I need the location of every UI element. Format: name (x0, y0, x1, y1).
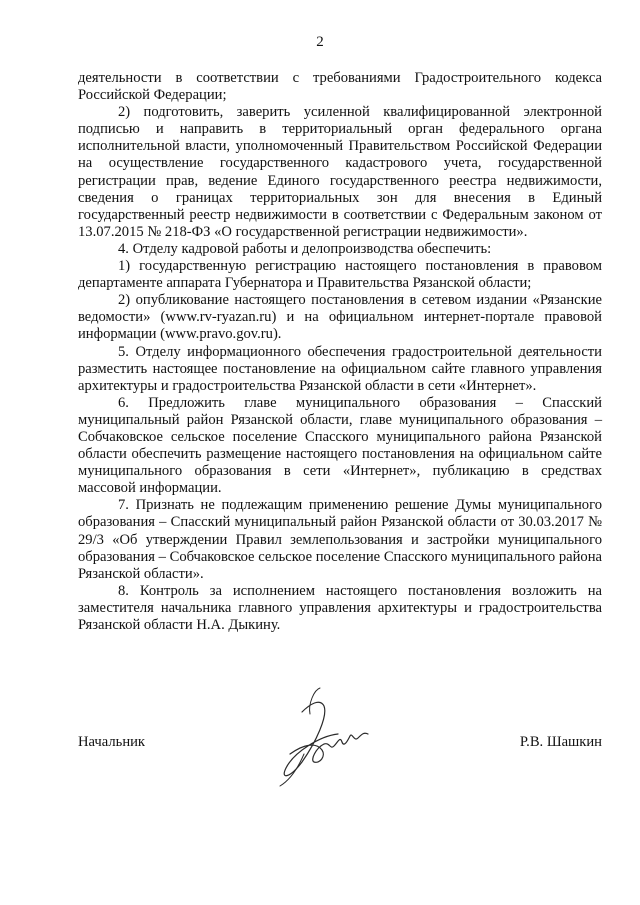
paragraph-section-4-item-1: 1) государственную регистрацию настоящего постановления в правовом департаменте аппарата Губернатора и Правительства Рязанской области; (78, 258, 602, 292)
signature-block (0, 734, 640, 814)
paragraph-section-4-item-2: 2) опубликование настоящего постановления в сетевом издании «Рязанские ведомости» (www.rv-ryazan.ru) и на официальном интернет-портале правовой информации (www.pravo.gov.ru). (78, 292, 602, 343)
paragraph-section-5: 5. Отделу информационного обеспечения градостроительной деятельности разместить настоящее постановление на официальном сайте главного управления архитектуры и градостроительства Рязанской области в сети «Интернет». (78, 343, 602, 394)
page-number: 2 (316, 34, 324, 50)
paragraph-item-2: 2) подготовить, заверить усиленной квалифицированной электронной подписью и направить в территориальный орган федерального органа исполнительной власти, уполномоченный Правительством Российской Федерации на осуществление государственного кадастрового учета, государственной регистрации прав, ведение Единого государственного реестра недвижимости, сведения о границах территориальных зон для внесения в Единый государственный реестр недвижимости в соответствии с Федеральным законом от 13.07.2015 № 218-ФЗ «О государственной регистрации недвижимости». (78, 104, 602, 240)
paragraph-continuation: деятельности в соответствии с требованиями Градостроительного кодекса Российской Федерации; (78, 70, 602, 104)
signatory-title: Начальник (78, 734, 146, 750)
handwritten-signature (250, 684, 390, 804)
paragraph-section-4: 4. Отделу кадровой работы и делопроизводства обеспечить: (118, 240, 492, 257)
signatory-name: Р.В. Шашкин (519, 734, 602, 750)
paragraph-section-7: 7. Признать не подлежащим применению решение Думы муниципального образования – Спасский муниципальный район Рязанской области от 30.03.2017 № 29/3 «Об утверждении Правил землепользования и застройки муниципального образования – Собчаковское сельское поселение Спасского муниципального района Рязанской области». (78, 497, 602, 582)
paragraph-section-6: 6. Предложить главе муниципального образования – Спасский муниципальный район Рязанской области, главе муниципального образования – Собчаковское сельское поселение Спасского муниципального района Рязанской области обеспечить размещение настоящего постановления на официальном сайте муниципального образования в сети «Интернет», публикацию в средствах массовой информации. (78, 394, 602, 497)
paragraph-section-8: 8. Контроль за исполнением настоящего постановления возложить на заместителя начальника главного управления архитектуры и градостроительства Рязанской области Н.А. Дыкину. (78, 582, 602, 633)
document-body (78, 70, 602, 634)
